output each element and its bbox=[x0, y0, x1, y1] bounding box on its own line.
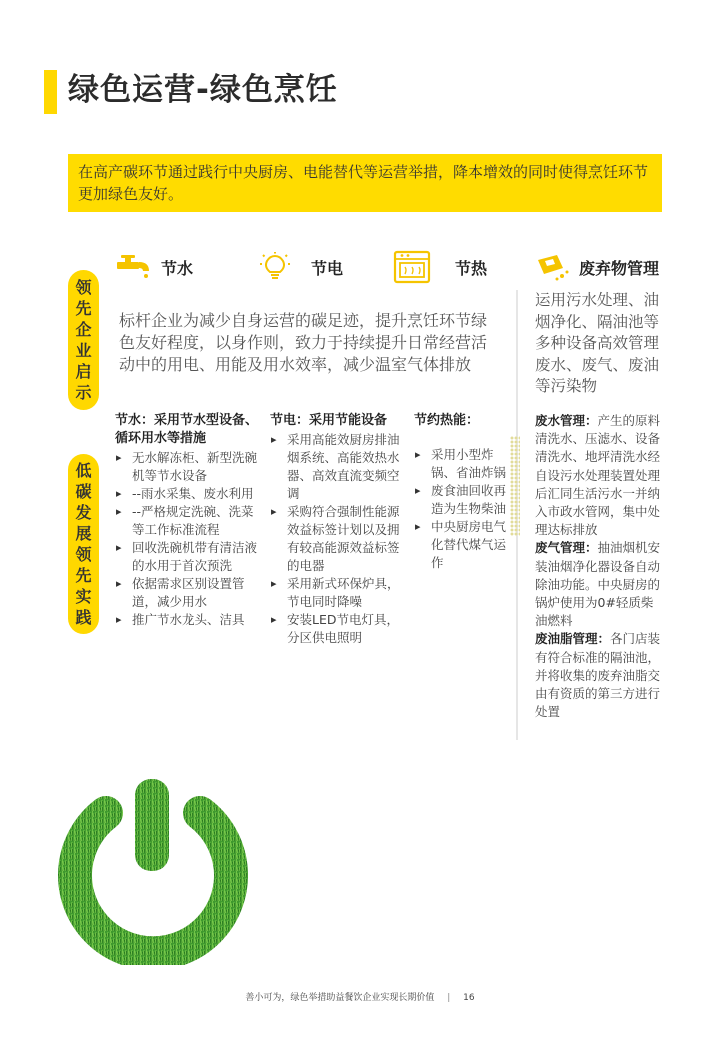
oven-icon bbox=[393, 250, 431, 284]
page-title: 绿色运营-绿色烹饪 bbox=[68, 72, 338, 108]
electricity-saving-column bbox=[270, 412, 408, 647]
side-label-low-carbon-practice: 低 碳 发 展 领 先 实 践 bbox=[68, 454, 99, 634]
column-heading: 节电：采用节能设备 bbox=[270, 413, 388, 428]
lightbulb-icon bbox=[255, 252, 295, 282]
title-accent-bar bbox=[44, 70, 57, 114]
waste-management-details bbox=[535, 412, 665, 721]
waste-lead-paragraph: 运用污水处理、油烟净化、隔油池等多种设备高效管理废水、废气、废油等污染物 bbox=[535, 291, 660, 395]
category-water bbox=[115, 250, 193, 284]
category-electricity bbox=[255, 250, 343, 284]
list-item: ▸ 无水解冻柜、新型洗碗机等节水设备 bbox=[115, 449, 263, 485]
faucet-icon bbox=[115, 252, 155, 282]
heat-saving-column bbox=[414, 412, 506, 572]
footer-text: 善小可为，绿色举措助益餐饮企业实现长期价值 bbox=[245, 993, 435, 1003]
grass-power-icon bbox=[58, 775, 248, 965]
footer-separator: | bbox=[447, 993, 451, 1003]
waste-water-entry: 废水管理：产生的原料清洗水、压滤水、设备清洗水、地坪清洗水经自设污水处理装置处理后汇同生活污水一并纳入市政水管网，集中处理达标排放 bbox=[535, 413, 661, 538]
intro-banner: 在高产碳环节通过践行中央厨房、电能替代等运营举措，降本增效的同时使得烹饪环节更加绿色友好。 bbox=[68, 154, 662, 212]
list-item: ▸ 采用新式环保炉具，节电同时降噪 bbox=[270, 575, 408, 611]
list-item: ▸ 采用高能效厨房排油烟系统、高能效热水器、高效直流变频空调 bbox=[270, 431, 408, 503]
category-label-water: 节水 bbox=[161, 258, 194, 278]
category-label-heat: 节热 bbox=[455, 258, 488, 278]
column-heading: 节水：采用节水型设备、循环用水等措施 bbox=[115, 413, 259, 446]
category-waste bbox=[535, 250, 659, 284]
list-item: ▸ 废食油回收再造为生物柴油 bbox=[414, 482, 506, 518]
footer bbox=[0, 990, 720, 1003]
water-saving-column bbox=[115, 412, 263, 629]
page-number: 16 bbox=[463, 993, 475, 1003]
list-item: ▸ --雨水采集、废水利用 bbox=[115, 485, 263, 503]
waste-oil-entry: 废油脂管理：各门店装有符合标准的隔油池，并将收集的废弃油脂交由有资质的第三方进行处置 bbox=[535, 631, 661, 720]
list-item: ▸ 依据需求区别设置管道，减少用水 bbox=[115, 575, 263, 611]
side-label-leader-inspiration: 领 先 企 业 启 示 bbox=[68, 270, 99, 410]
list-item: ▸ 采购符合强制性能源效益标签计划以及拥有较高能源效益标签的电器 bbox=[270, 503, 408, 575]
waste-icon bbox=[535, 252, 571, 282]
category-heat bbox=[393, 250, 487, 284]
category-label-waste: 废弃物管理 bbox=[579, 258, 660, 278]
list-item: ▸ 回收洗碗机带有清洁液的水用于首次预洗 bbox=[115, 539, 263, 575]
lead-paragraph: 标杆企业为减少自身运营的碳足迹，提升烹饪环节绿色友好程度，以身作则，致力于持续提升日常经营活动中的用电、用能及用水效率，减少温室气体排放 bbox=[119, 311, 488, 374]
list-item: ▸ 采用小型炸锅、省油炸锅 bbox=[414, 446, 506, 482]
column-heading: 节约热能： bbox=[414, 413, 480, 428]
list-item: ▸ 中央厨房电气化替代煤气运作 bbox=[414, 518, 506, 572]
waste-gas-entry: 废气管理：抽油烟机安装油烟净化器设备自动除油功能。中央厨房的锅炉使用为0#轻质柴油燃料 bbox=[535, 540, 661, 629]
dot-pattern-decoration bbox=[510, 436, 520, 536]
category-label-electricity: 节电 bbox=[311, 258, 344, 278]
list-item: ▸ 推广节水龙头、洁具 bbox=[115, 611, 263, 629]
list-item: ▸ --严格规定洗碗、洗菜等工作标准流程 bbox=[115, 503, 263, 539]
list-item: ▸ 安装LED节电灯具，分区供电照明 bbox=[270, 611, 408, 647]
